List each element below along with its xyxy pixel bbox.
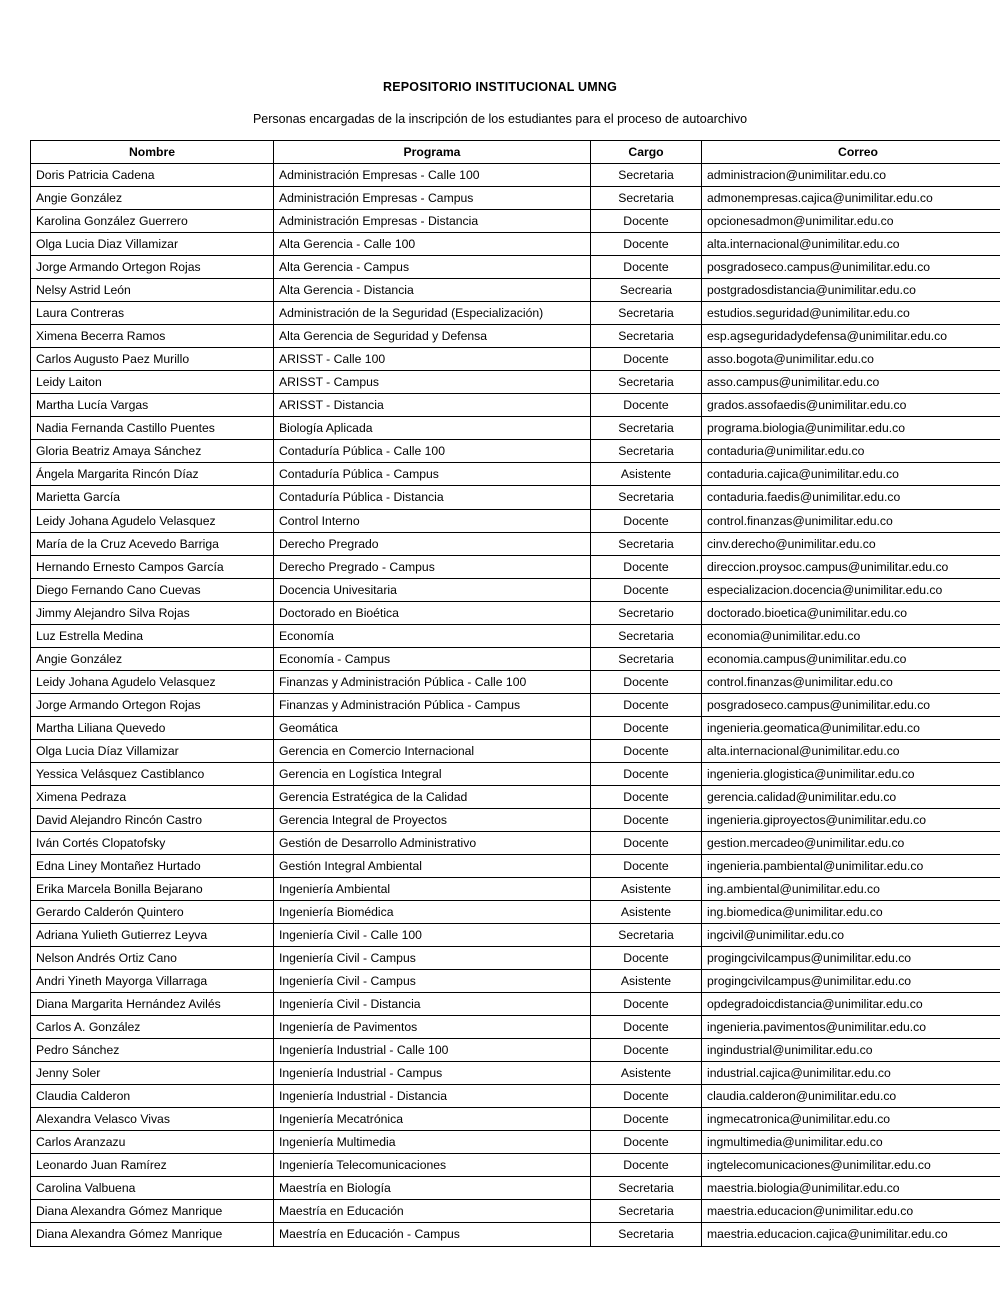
cell-nombre: Jorge Armando Ortegon Rojas [31,256,274,279]
cell-cargo: Docente [591,555,702,578]
table-row [31,993,1000,1016]
cell-cargo: Docente [591,808,702,831]
cell-cargo: Secretaria [591,924,702,947]
table-body [31,164,1000,1246]
table-row [31,716,1000,739]
cell-nombre: Yessica Velásquez Castiblanco [31,762,274,785]
cell-cargo: Secretaria [591,1223,702,1246]
table-row [31,601,1000,624]
cell-nombre: Olga Lucia Diaz Villamizar [31,233,274,256]
cell-correo: gestion.mercadeo@unimilitar.edu.co [702,831,1000,854]
cell-correo: economia@unimilitar.edu.co [702,624,1000,647]
cell-programa: Ingeniería Industrial - Campus [274,1062,591,1085]
cell-programa: Ingeniería Multimedia [274,1131,591,1154]
cell-cargo: Secretaria [591,187,702,210]
cell-correo: maestria.biologia@unimilitar.edu.co [702,1177,1000,1200]
cell-nombre: Jenny Soler [31,1062,274,1085]
cell-nombre: Karolina González Guerrero [31,210,274,233]
table-row [31,555,1000,578]
table-row [31,1177,1000,1200]
cell-nombre: Gloria Beatriz Amaya Sánchez [31,440,274,463]
table-row [31,164,1000,187]
cell-cargo: Docente [591,947,702,970]
cell-correo: ingenieria.glogistica@unimilitar.edu.co [702,762,1000,785]
cell-nombre: Alexandra Velasco Vivas [31,1108,274,1131]
cell-programa: ARISST - Calle 100 [274,348,591,371]
cell-correo: maestria.educacion@unimilitar.edu.co [702,1200,1000,1223]
table-row [31,279,1000,302]
cell-correo: contaduria.cajica@unimilitar.edu.co [702,463,1000,486]
cell-programa: Geomática [274,716,591,739]
cell-cargo: Docente [591,210,702,233]
cell-correo: contaduria@unimilitar.edu.co [702,440,1000,463]
cell-programa: Gerencia en Logística Integral [274,762,591,785]
page-title: REPOSITORIO INSTITUCIONAL UMNG [382,80,618,94]
cell-nombre: Carlos Augusto Paez Murillo [31,348,274,371]
cell-correo: especializacion.docencia@unimilitar.edu.co [702,578,1000,601]
cell-nombre: Carlos Aranzazu [31,1131,274,1154]
cell-programa: Administración de la Seguridad (Especialización) [274,302,591,325]
cell-nombre: María de la Cruz Acevedo Barriga [31,532,274,555]
cell-nombre: Diana Alexandra Gómez Manrique [31,1200,274,1223]
cell-cargo: Secretaria [591,647,702,670]
cell-programa: ARISST - Distancia [274,394,591,417]
cell-programa: Gerencia Integral de Proyectos [274,808,591,831]
cell-nombre: Nadia Fernanda Castillo Puentes [31,417,274,440]
cell-programa: Administración Empresas - Campus [274,187,591,210]
cell-programa: Derecho Pregrado [274,532,591,555]
cell-programa: Ingeniería Biomédica [274,901,591,924]
cell-cargo: Docente [591,716,702,739]
cell-correo: ingenieria.giproyectos@unimilitar.edu.co [702,808,1000,831]
cell-nombre: Adriana Yulieth Gutierrez Leyva [31,924,274,947]
cell-correo: industrial.cajica@unimilitar.edu.co [702,1062,1000,1085]
table-row [31,1108,1000,1131]
table-row [31,187,1000,210]
cell-nombre: Doris Patricia Cadena [31,164,274,187]
cell-nombre: Angie González [31,187,274,210]
cell-programa: Contaduría Pública - Distancia [274,486,591,509]
cell-programa: Finanzas y Administración Pública - Calle 100 [274,670,591,693]
table-row [31,302,1000,325]
cell-correo: admonempresas.cajica@unimilitar.edu.co [702,187,1000,210]
cell-nombre: Martha Lucía Vargas [31,394,274,417]
cell-cargo: Secretaria [591,532,702,555]
cell-cargo: Docente [591,762,702,785]
cell-cargo: Docente [591,1016,702,1039]
cell-correo: progingcivilcampus@unimilitar.edu.co [702,970,1000,993]
table-row [31,463,1000,486]
cell-correo: control.finanzas@unimilitar.edu.co [702,509,1000,532]
cell-programa: Doctorado en Bioética [274,601,591,624]
cell-programa: Ingeniería Industrial - Calle 100 [274,1039,591,1062]
cell-correo: asso.bogota@unimilitar.edu.co [702,348,1000,371]
cell-cargo: Secretaria [591,164,702,187]
table-row [31,924,1000,947]
cell-programa: Maestría en Educación [274,1200,591,1223]
cell-cargo: Asistente [591,878,702,901]
cell-nombre: Hernando Ernesto Campos García [31,555,274,578]
cell-nombre: Diana Alexandra Gómez Manrique [31,1223,274,1246]
cell-nombre: Ángela Margarita Rincón Díaz [31,463,274,486]
table-row [31,785,1000,808]
cell-programa: Gerencia Estratégica de la Calidad [274,785,591,808]
cell-programa: Derecho Pregrado - Campus [274,555,591,578]
cell-nombre: Claudia Calderon [31,1085,274,1108]
cell-nombre: David Alejandro Rincón Castro [31,808,274,831]
cell-programa: Finanzas y Administración Pública - Campus [274,693,591,716]
cell-correo: progingcivilcampus@unimilitar.edu.co [702,947,1000,970]
cell-correo: asso.campus@unimilitar.edu.co [702,371,1000,394]
cell-correo: ingmultimedia@unimilitar.edu.co [702,1131,1000,1154]
cell-correo: alta.internacional@unimilitar.edu.co [702,739,1000,762]
cell-correo: ingmecatronica@unimilitar.edu.co [702,1108,1000,1131]
column-header-cargo: Cargo [591,141,702,164]
cell-programa: Alta Gerencia - Calle 100 [274,233,591,256]
cell-programa: Ingeniería Civil - Campus [274,947,591,970]
cell-correo: estudios.seguridad@unimilitar.edu.co [702,302,1000,325]
cell-nombre: Leidy Johana Agudelo Velasquez [31,509,274,532]
cell-programa: Ingeniería Civil - Distancia [274,993,591,1016]
cell-cargo: Docente [591,394,702,417]
cell-programa: Alta Gerencia - Distancia [274,279,591,302]
cell-cargo: Secretaria [591,486,702,509]
cell-nombre: Luz Estrella Medina [31,624,274,647]
cell-correo: ingenieria.pambiental@unimilitar.edu.co [702,854,1000,877]
cell-programa: Ingeniería Civil - Campus [274,970,591,993]
cell-cargo: Asistente [591,463,702,486]
cell-programa: Control Interno [274,509,591,532]
cell-cargo: Secretaria [591,325,702,348]
cell-correo: posgradoseco.campus@unimilitar.edu.co [702,693,1000,716]
cell-cargo: Docente [591,578,702,601]
cell-cargo: Secretaria [591,624,702,647]
cell-programa: Gestión Integral Ambiental [274,854,591,877]
cell-programa: Contaduría Pública - Calle 100 [274,440,591,463]
cell-nombre: Angie González [31,647,274,670]
table-row [31,486,1000,509]
table-row [31,901,1000,924]
cell-programa: Ingeniería Ambiental [274,878,591,901]
table-row [31,693,1000,716]
cell-cargo: Asistente [591,970,702,993]
table-row [31,417,1000,440]
cell-programa: Docencia Univesitaria [274,578,591,601]
cell-cargo: Secretaria [591,1177,702,1200]
cell-correo: ing.ambiental@unimilitar.edu.co [702,878,1000,901]
cell-correo: opcionesadmon@unimilitar.edu.co [702,210,1000,233]
cell-programa: Gerencia en Comercio Internacional [274,739,591,762]
cell-nombre: Erika Marcela Bonilla Bejarano [31,878,274,901]
table-row [31,440,1000,463]
table-row [31,1085,1000,1108]
cell-nombre: Gerardo Calderón Quintero [31,901,274,924]
cell-nombre: Laura Contreras [31,302,274,325]
cell-correo: doctorado.bioetica@unimilitar.edu.co [702,601,1000,624]
column-header-correo: Correo [702,141,1000,164]
table-row [31,1200,1000,1223]
cell-correo: opdegradoicdistancia@unimilitar.edu.co [702,993,1000,1016]
table-row [31,624,1000,647]
cell-cargo: Secretaria [591,371,702,394]
cell-correo: alta.internacional@unimilitar.edu.co [702,233,1000,256]
cell-cargo: Docente [591,1108,702,1131]
cell-nombre: Carolina Valbuena [31,1177,274,1200]
cell-nombre: Martha Liliana Quevedo [31,716,274,739]
cell-correo: economia.campus@unimilitar.edu.co [702,647,1000,670]
cell-correo: ingindustrial@unimilitar.edu.co [702,1039,1000,1062]
cell-programa: Administración Empresas - Calle 100 [274,164,591,187]
cell-programa: Economía [274,624,591,647]
table-row [31,878,1000,901]
cell-cargo: Secretaria [591,440,702,463]
table-row [31,509,1000,532]
table-row [31,970,1000,993]
table-row [31,1039,1000,1062]
cell-cargo: Docente [591,509,702,532]
table-header-row [31,141,1000,164]
cell-nombre: Ximena Pedraza [31,785,274,808]
cell-programa: ARISST - Campus [274,371,591,394]
cell-cargo: Docente [591,1039,702,1062]
table-row [31,1154,1000,1177]
column-header-nombre: Nombre [31,141,274,164]
cell-nombre: Leidy Laiton [31,371,274,394]
cell-cargo: Docente [591,739,702,762]
cell-correo: esp.agseguridadydefensa@unimilitar.edu.co [702,325,1000,348]
table-row [31,394,1000,417]
cell-nombre: Carlos A. González [31,1016,274,1039]
cell-nombre: Andri Yineth Mayorga Villarraga [31,970,274,993]
table-row [31,808,1000,831]
table-row [31,348,1000,371]
cell-cargo: Asistente [591,1062,702,1085]
cell-programa: Ingeniería Mecatrónica [274,1108,591,1131]
cell-cargo: Docente [591,993,702,1016]
cell-nombre: Nelsy Astrid León [31,279,274,302]
table-row [31,256,1000,279]
table-row [31,325,1000,348]
cell-nombre: Iván Cortés Clopatofsky [31,831,274,854]
cell-nombre: Nelson Andrés Ortiz Cano [31,947,274,970]
cell-correo: ingtelecomunicaciones@unimilitar.edu.co [702,1154,1000,1177]
cell-correo: gerencia.calidad@unimilitar.edu.co [702,785,1000,808]
cell-nombre: Diana Margarita Hernández Avilés [31,993,274,1016]
table-row [31,947,1000,970]
cell-cargo: Secretaria [591,302,702,325]
cell-programa: Ingeniería Civil - Calle 100 [274,924,591,947]
table-row [31,578,1000,601]
cell-cargo: Docente [591,1131,702,1154]
cell-programa: Biología Aplicada [274,417,591,440]
table-row [31,670,1000,693]
cell-correo: administracion@unimilitar.edu.co [702,164,1000,187]
table-row [31,854,1000,877]
cell-correo: posgradoseco.campus@unimilitar.edu.co [702,256,1000,279]
cell-cargo: Asistente [591,901,702,924]
table-row [31,739,1000,762]
table-row [31,831,1000,854]
cell-cargo: Docente [591,785,702,808]
page-subtitle: Personas encargadas de la inscripción de los estudiantes para el proceso de autoarchivo [252,112,748,126]
cell-cargo: Docente [591,854,702,877]
table-row [31,371,1000,394]
cell-correo: direccion.proysoc.campus@unimilitar.edu.co [702,555,1000,578]
cell-programa: Maestría en Biología [274,1177,591,1200]
cell-programa: Ingeniería Industrial - Distancia [274,1085,591,1108]
cell-programa: Gestión de Desarrollo Administrativo [274,831,591,854]
cell-correo: programa.biologia@unimilitar.edu.co [702,417,1000,440]
cell-nombre: Jimmy Alejandro Silva Rojas [31,601,274,624]
cell-correo: control.finanzas@unimilitar.edu.co [702,670,1000,693]
cell-correo: ingcivil@unimilitar.edu.co [702,924,1000,947]
cell-nombre: Jorge Armando Ortegon Rojas [31,693,274,716]
table-row [31,1016,1000,1039]
table-row [31,1062,1000,1085]
cell-cargo: Secretaria [591,417,702,440]
contacts-table [30,140,1000,1247]
cell-nombre: Olga Lucia Díaz Villamizar [31,739,274,762]
cell-correo: grados.assofaedis@unimilitar.edu.co [702,394,1000,417]
table-row [31,1223,1000,1246]
column-header-programa: Programa [274,141,591,164]
cell-correo: ing.biomedica@unimilitar.edu.co [702,901,1000,924]
table-row [31,1131,1000,1154]
cell-cargo: Docente [591,1154,702,1177]
cell-correo: claudia.calderon@unimilitar.edu.co [702,1085,1000,1108]
cell-cargo: Docente [591,256,702,279]
cell-programa: Maestría en Educación - Campus [274,1223,591,1246]
cell-programa: Economía - Campus [274,647,591,670]
cell-cargo: Docente [591,831,702,854]
cell-correo: ingenieria.geomatica@unimilitar.edu.co [702,716,1000,739]
cell-correo: cinv.derecho@unimilitar.edu.co [702,532,1000,555]
cell-cargo: Secretaria [591,1200,702,1223]
cell-cargo: Docente [591,1085,702,1108]
cell-nombre: Leidy Johana Agudelo Velasquez [31,670,274,693]
cell-nombre: Ximena Becerra Ramos [31,325,274,348]
cell-programa: Alta Gerencia - Campus [274,256,591,279]
cell-cargo: Secrearia [591,279,702,302]
cell-cargo: Docente [591,670,702,693]
cell-nombre: Diego Fernando Cano Cuevas [31,578,274,601]
table-row [31,762,1000,785]
cell-nombre: Marietta García [31,486,274,509]
cell-nombre: Pedro Sánchez [31,1039,274,1062]
cell-correo: ingenieria.pavimentos@unimilitar.edu.co [702,1016,1000,1039]
cell-programa: Contaduría Pública - Campus [274,463,591,486]
cell-correo: contaduria.faedis@unimilitar.edu.co [702,486,1000,509]
table-row [31,210,1000,233]
table-row [31,647,1000,670]
cell-cargo: Docente [591,348,702,371]
cell-programa: Ingeniería Telecomunicaciones [274,1154,591,1177]
cell-nombre: Leonardo Juan Ramírez [31,1154,274,1177]
cell-programa: Alta Gerencia de Seguridad y Defensa [274,325,591,348]
cell-cargo: Docente [591,233,702,256]
table-row [31,233,1000,256]
cell-cargo: Docente [591,693,702,716]
cell-programa: Ingeniería de Pavimentos [274,1016,591,1039]
cell-correo: postgradosdistancia@unimilitar.edu.co [702,279,1000,302]
cell-correo: maestria.educacion.cajica@unimilitar.edu.co [702,1223,1000,1246]
cell-nombre: Edna Liney Montañez Hurtado [31,854,274,877]
cell-programa: Administración Empresas - Distancia [274,210,591,233]
cell-cargo: Secretario [591,601,702,624]
table-row [31,532,1000,555]
